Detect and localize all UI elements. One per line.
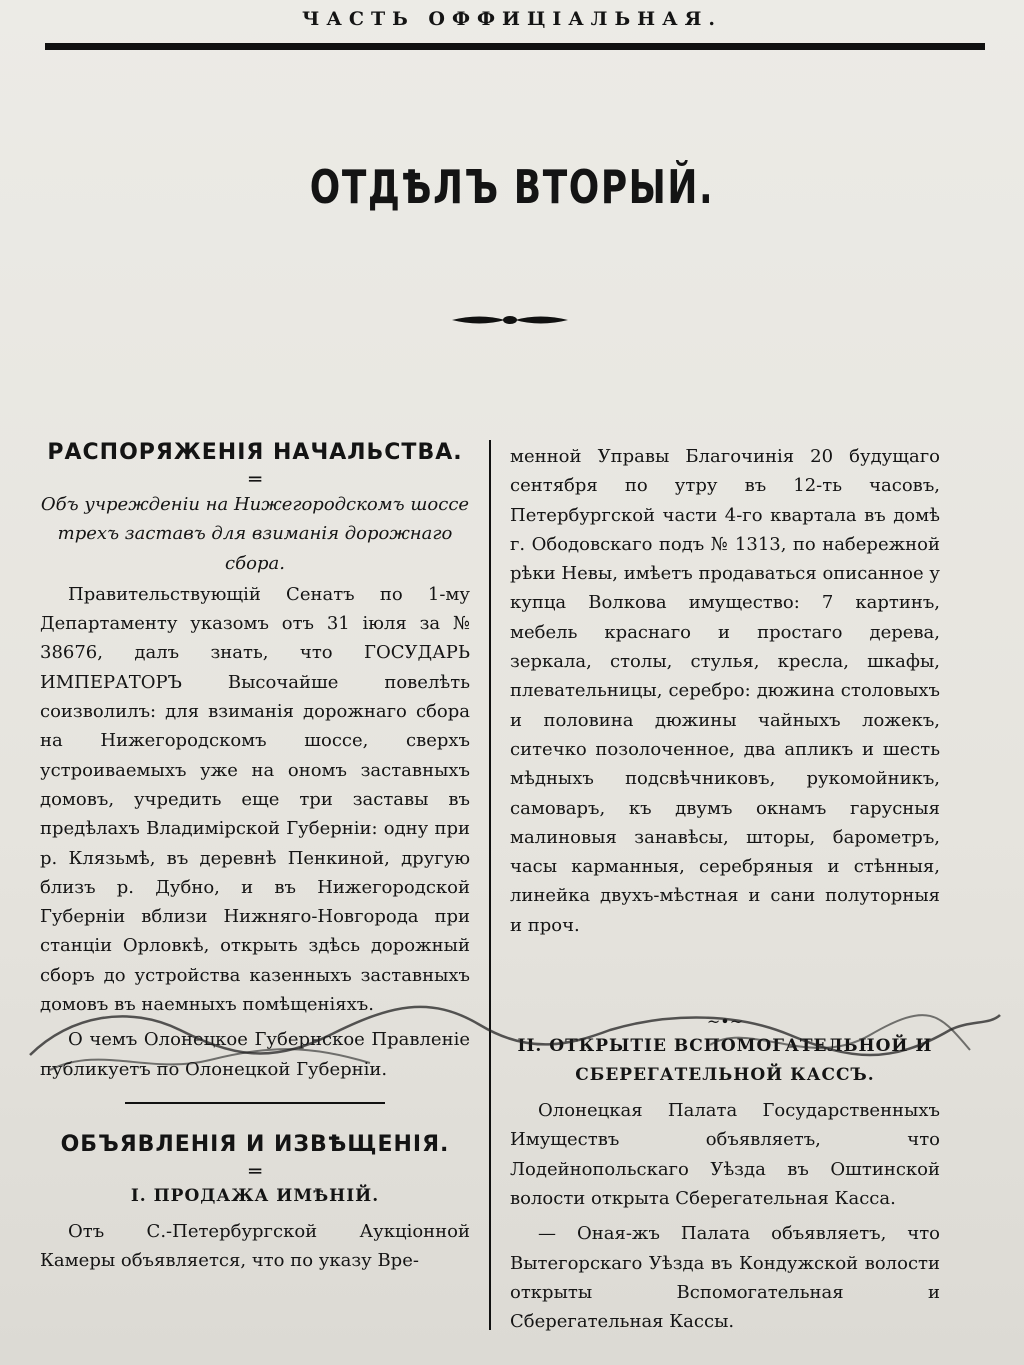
- heading-savings-banks: II. ОТКРЫТІЕ ВСПОМОГАТЕЛЬНОЙ И СБЕРЕГАТЕЛЬНОЙ КАССЪ.: [517, 1036, 933, 1086]
- senate-decree-text: Правительствующій Сенатъ по 1-му Департаменту указомъ отъ 31 іюля за № 38676, далъ знать, что ГОСУДАРЬ ИМПЕРАТОРЪ Высочайше повелѣть соизволилъ: для взиманія дорожнаго сбора на Нижегородскомъ шоссе, сверхъ устроиваемыхъ уже на ономъ заставныхъ домовъ, учредить еще три заставы въ предѣлахъ Владимірской Губерніи: одну при р. Клязьмѣ, въ деревнѣ Пенкиной, другую близъ р. Дубно, и въ Нижегородской Губерніи вблизи Нижняго-Новгорода при станціи Орловкѣ, открыть здѣсь дорожный сборъ до устройства казенныхъ заставныхъ домовъ въ наемныхъ помѣщеніяхъ.: [40, 583, 470, 1016]
- section-rule: [125, 1102, 385, 1104]
- auction-continued-text: менной Управы Благочинія 20 будущаго сентября по утру въ 12-ть часовъ, Петербургской части 4-го квартала въ домѣ г. Ободовскаго подъ № 1313, по набережной рѣки Невы, имѣетъ продаваться описанное у купца Волкова имущество: 7 картинъ, мебель краснаго и простаго дерева, зеркала, столы, стулья, кресла, шкафы, плевательницы, серебро: дюжина столовыхъ и половина дюжины чайныхъ ложекъ, ситечко позолоченное, два апликъ и шесть мѣдныхъ подсвѣчниковъ, рукомойникъ, самоваръ, къ двумъ окнамъ гарусныя малиновыя занавѣсы, шторы, барометръ, часы карманныя, серебряныя и стѣнныя, линейка двухъ-мѣстная и сани полуторныя и проч.: [510, 446, 940, 936]
- header-rule: [45, 43, 985, 50]
- left-column: [40, 438, 470, 1276]
- column-divider: [489, 440, 491, 1330]
- section-title: ОТДѢЛЪ ВТОРЫЙ.: [309, 160, 715, 214]
- subheading-estate-sales: I. ПРОДАЖА ИМѢНІЙ.: [130, 1185, 380, 1206]
- publication-note: О чемъ Олонецкое Губернское Правленіе публикуетъ по Олонецкой Губерніи.: [40, 1029, 470, 1080]
- auction-notice-text: Отъ С.-Петербургской Аукціонной Камеры объявляется, что по указу Вре-: [40, 1220, 470, 1272]
- ornament-flourish-icon: [450, 310, 570, 330]
- heading-orders: РАСПОРЯЖЕНІЯ НАЧАЛЬСТВА.: [47, 440, 463, 465]
- subheading-toll-gates: Объ учрежденіи на Нижегородскомъ шоссе трехъ заставъ для взиманія дорожнаго сбора.: [40, 494, 470, 574]
- right-column: [510, 440, 940, 1336]
- equals-mark: ═: [248, 467, 262, 491]
- savings-bank-notice-1: Олонецкая Палата Государственныхъ Имуществъ объявляетъ, что Лодейнопольскаго Уѣзда въ Оштинской волости открыта Сберегательная Касса.: [510, 1100, 940, 1209]
- heading-announcements: ОБЪЯВЛЕНІЯ И ИЗВѢЩЕНІЯ.: [60, 1131, 450, 1157]
- small-ornament-icon: ~•~: [706, 1012, 744, 1032]
- equals-mark: ═: [248, 1158, 262, 1183]
- savings-bank-notice-2: — Оная-жъ Палата объявляетъ, что Вытегорскаго Уѣзда въ Кондужской волости открыты Вспомогательная и Сберегательная Кассы.: [510, 1223, 940, 1333]
- running-head: ЧАСТЬ ОФФИЦІАЛЬНАЯ.: [302, 8, 722, 30]
